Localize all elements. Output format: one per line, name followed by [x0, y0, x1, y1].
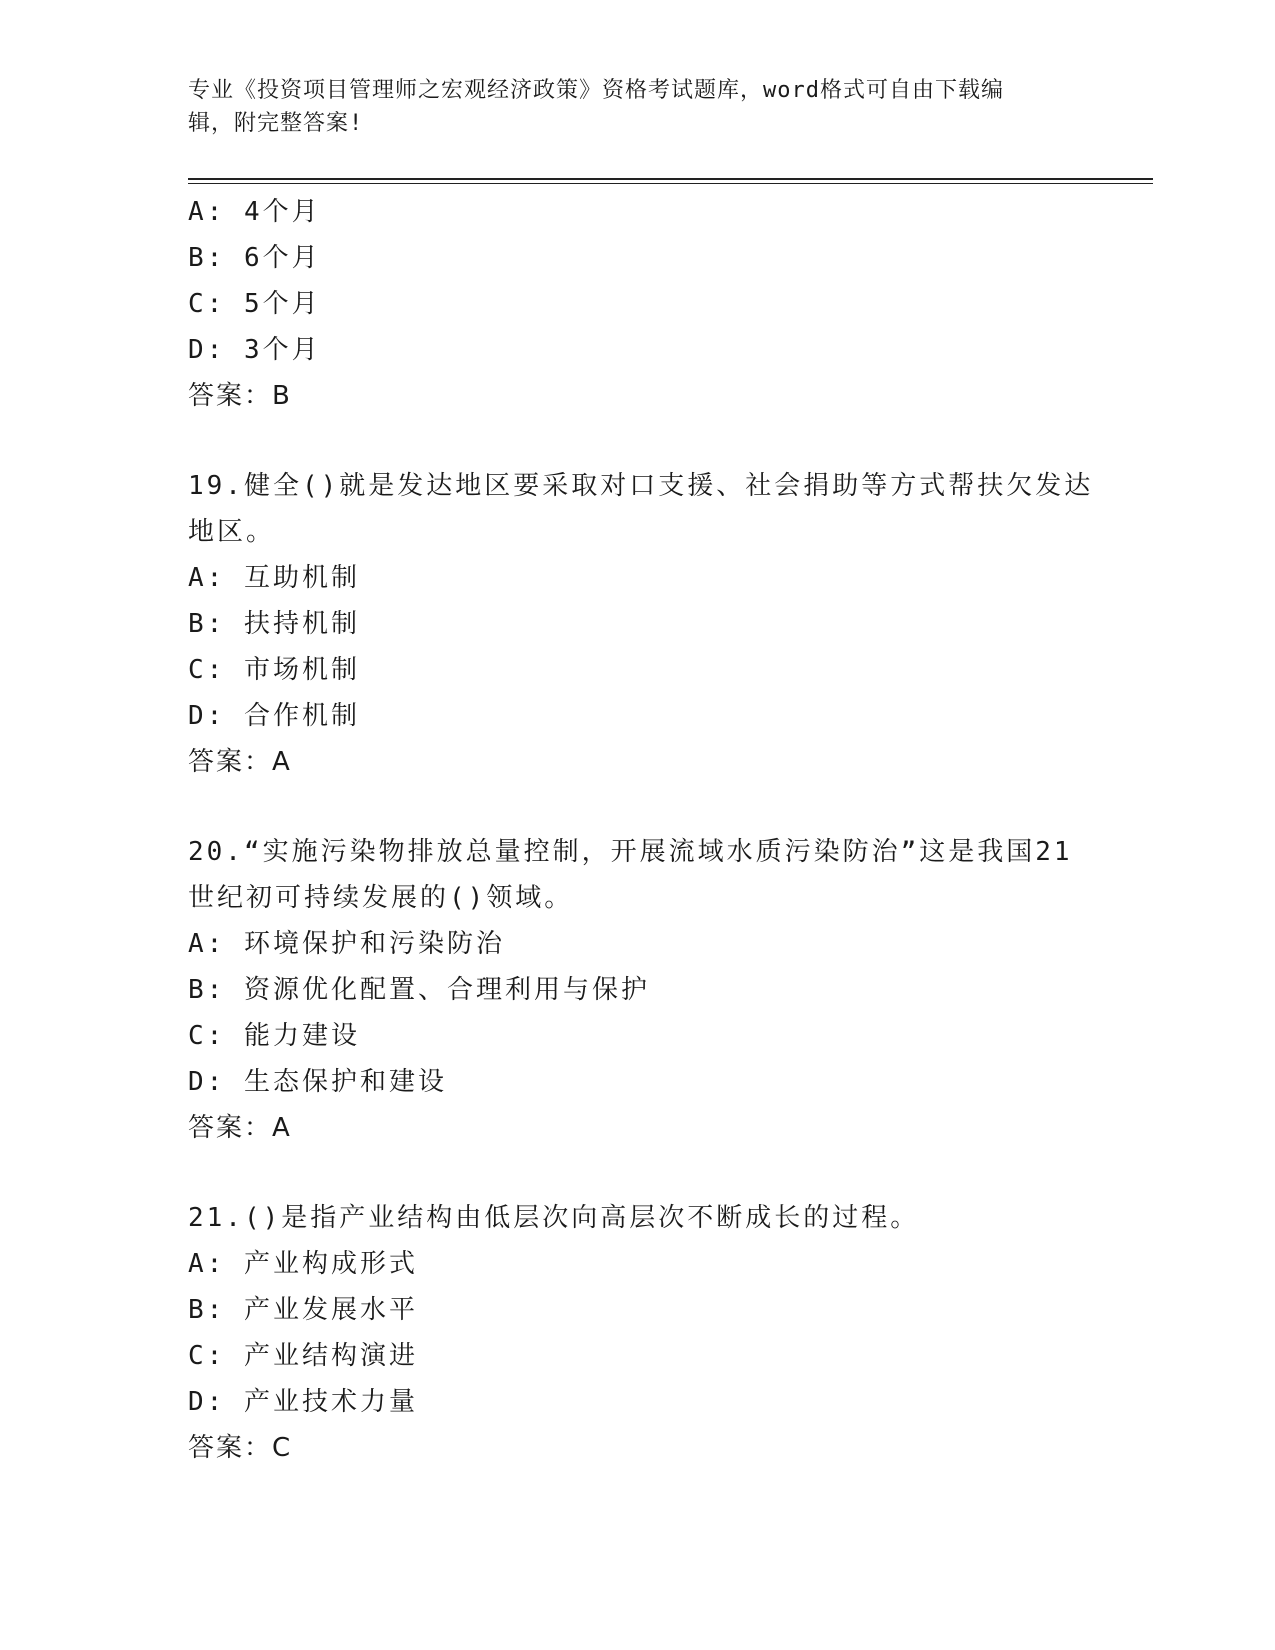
option-b: B: 产业发展水平 [188, 1295, 418, 1325]
option-a: A: 互助机制 [188, 563, 360, 593]
option-b: B: 6个月 [188, 243, 321, 273]
header-divider-thin [188, 183, 1153, 184]
header-divider [188, 178, 1153, 180]
option-d: D: 产业技术力量 [188, 1387, 418, 1417]
question-21 [188, 1195, 1088, 1471]
answer: 答案：C [188, 1433, 293, 1463]
question-19 [188, 463, 1094, 785]
option-a: A: 产业构成形式 [188, 1249, 418, 1279]
question-text-line-2: 世纪初可持续发展的()领域。 [188, 883, 574, 913]
option-c: C: 市场机制 [188, 655, 360, 685]
header-line-1: 专业《投资项目管理师之宏观经济政策》资格考试题库，word格式可自由下载编 [188, 78, 1004, 103]
option-b: B: 扶持机制 [188, 609, 360, 639]
option-d: D: 生态保护和建设 [188, 1067, 447, 1097]
question-text-line-1: 21.()是指产业结构由低层次向高层次不断成长的过程。 [188, 1203, 920, 1233]
option-b: B: 资源优化配置、合理利用与保护 [188, 975, 650, 1005]
question-list [188, 189, 1094, 1471]
option-c: C: 产业结构演进 [188, 1341, 418, 1371]
option-c: C: 能力建设 [188, 1021, 360, 1051]
question-20 [188, 829, 1088, 1151]
answer: 答案：A [188, 1113, 292, 1143]
answer: 答案：B [188, 381, 292, 411]
option-a: A: 4个月 [188, 197, 321, 227]
header-line-2: 辑，附完整答案! [188, 111, 364, 136]
option-a: A: 环境保护和污染防治 [188, 929, 505, 959]
option-c: C: 5个月 [188, 289, 321, 319]
document-header [188, 74, 1088, 140]
question-text-line-2: 地区。 [188, 517, 276, 547]
option-d: D: 合作机制 [188, 701, 360, 731]
answer: 答案：A [188, 747, 292, 777]
question-text-line-1: 19.健全()就是发达地区要采取对口支援、社会捐助等方式帮扶欠发达 [188, 471, 1094, 501]
question-18 [188, 189, 1088, 419]
option-d: D: 3个月 [188, 335, 321, 365]
question-text-line-1: 20.“实施污染物排放总量控制，开展流域水质污染防治”这是我国21 [188, 837, 1073, 867]
